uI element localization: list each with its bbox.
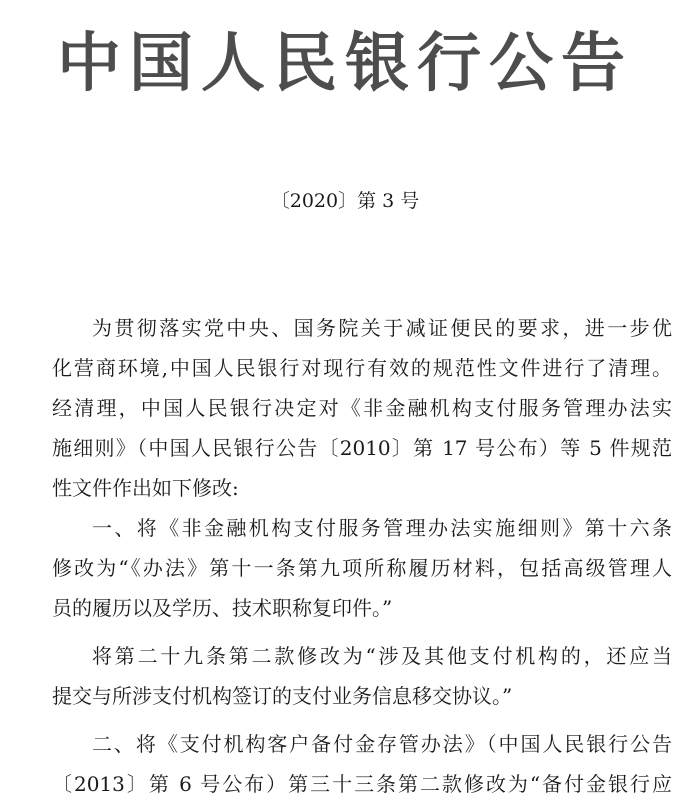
paragraph-1-line-5: 性文件作出如下修改:: [52, 476, 239, 500]
paragraph-3-line-2: 提交与所涉支付机构签订的支付业务信息移交协议。”: [52, 684, 513, 708]
announcement-body: [52, 308, 672, 804]
paragraph-1-line-2: 化营商环境,中国人民银行对现行有效的规范性文件进行了清理。: [52, 356, 672, 380]
paragraph-1-line-3: 经清理，中国人民银行决定对《非金融机构支付服务管理办法实: [52, 396, 672, 420]
paragraph-4-line-1: 二、将《支付机构客户备付金存管办法》（中国人民银行公告: [92, 732, 672, 756]
paragraph-3-line-1: 将第二十九条第二款修改为“涉及其他支付机构的，还应当: [92, 644, 672, 668]
paragraph-1-line-1: 为贯彻落实党中央、国务院关于减证便民的要求，进一步优: [92, 316, 672, 340]
document-number: 〔2020〕第 3 号: [270, 190, 420, 212]
paragraph-1-line-4: 施细则》（中国人民银行公告〔2010〕第 17 号公布）等 5 件规范: [52, 436, 672, 460]
paragraph-2-line-3: 员的履历以及学历、技术职称复印件。”: [52, 596, 393, 620]
paragraph-4-line-2: 〔2013〕第 6 号公布）第三十三条第二款修改为“备付金银行应: [52, 772, 672, 796]
paragraph-2-line-1: 一、将《非金融机构支付服务管理办法实施细则》第十六条: [92, 516, 672, 540]
announcement-title: 中国人民银行公告: [57, 27, 633, 101]
paragraph-2-line-2: 修改为“《办法》第十一条第九项所称履历材料，包括高级管理人: [52, 556, 672, 580]
